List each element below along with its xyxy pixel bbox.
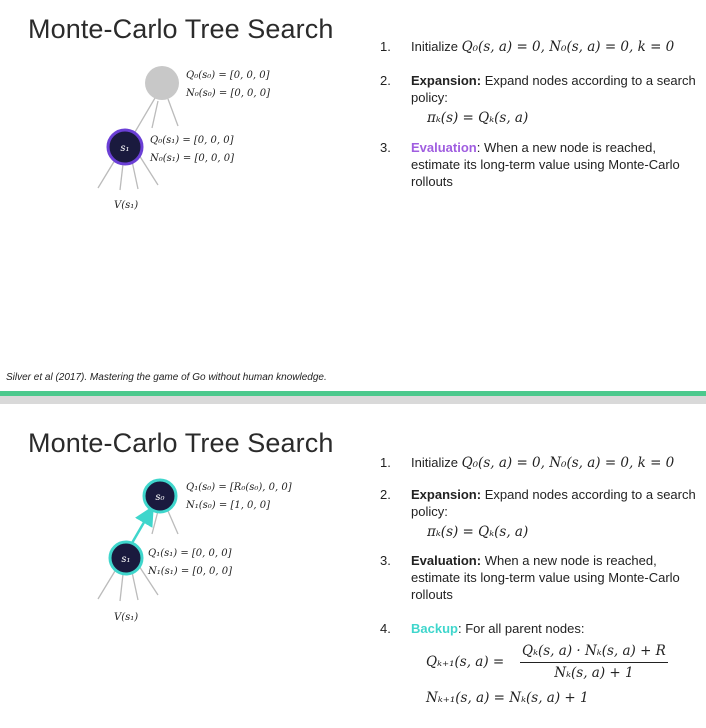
- value-label-s2: V(s₁): [114, 612, 139, 623]
- edge-s1-child-1: [98, 160, 115, 188]
- s2-step-2-heading: Expansion:: [411, 487, 482, 502]
- slide-2-tree-diagram: [0, 404, 360, 644]
- q-update-numerator: Qₖ(s, a) · Nₖ(s, a) + R: [522, 643, 666, 659]
- s1-q-label-s2: Q₁(s₁) = [0, 0, 0]: [148, 548, 232, 559]
- edge-root-child-3-s2: [168, 511, 178, 534]
- root-q-label-s2: Q₁(s₀) = [R₀(s₀), 0, 0]: [186, 482, 292, 493]
- slide-2: [0, 404, 706, 728]
- value-label: V(s₁): [114, 200, 139, 211]
- s2-step-1-number: 1.: [380, 455, 391, 470]
- s2-step-4-text: : For all parent nodes:: [457, 621, 585, 636]
- s2-step-1-prefix: Initialize: [411, 455, 462, 470]
- step-2-text: Expand nodes according to a search policy:: [411, 73, 696, 105]
- s2-step-4-number: 4.: [380, 621, 391, 636]
- node-s1-label-s2: s₁: [121, 554, 131, 565]
- node-s1-label: s₁: [120, 143, 130, 154]
- node-s0-label: s₀: [155, 492, 165, 503]
- q-update-lhs: Qₖ₊₁(s, a) =: [426, 654, 505, 670]
- s2-step-4-body: [411, 620, 701, 637]
- step-1-formula: Q₀(s, a) = 0, N₀(s, a) = 0, k = 0: [461, 39, 675, 55]
- edge-s1-child-3: [132, 161, 138, 189]
- edge-root-child-3: [168, 99, 178, 126]
- citation: Silver et al (2017). Mastering the game of Go without human knowledge.: [6, 372, 327, 383]
- s2-step-2-body: [411, 486, 701, 541]
- step-2-number: 2.: [380, 73, 391, 88]
- step-3-number: 3.: [380, 140, 391, 155]
- s2-step-3-number: 3.: [380, 553, 391, 568]
- s2-step-1-body: [411, 454, 701, 472]
- n-update-formula: Nₖ₊₁(s, a) = Nₖ(s, a) + 1: [426, 690, 589, 706]
- s2-step-1-formula: Q₀(s, a) = 0, N₀(s, a) = 0, k = 0: [461, 455, 675, 471]
- step-2-body: [411, 72, 701, 127]
- edge-s1-child-2: [120, 164, 123, 190]
- s2-step-2-text: Expand nodes according to a search policy:: [411, 487, 696, 519]
- slide-1-tree-diagram: [0, 0, 360, 240]
- backup-edge-s1-to-s0: [132, 512, 150, 543]
- root-q-label: Q₀(s₀) = [0, 0, 0]: [186, 70, 270, 81]
- step-3-heading: Evaluation: [411, 140, 477, 155]
- edge-s1-child-2-s2: [120, 574, 123, 601]
- edge-s1-child-3-s2: [132, 572, 138, 600]
- slide-1-title: Monte-Carlo Tree Search: [28, 14, 334, 44]
- edge-s1-child-1-s2: [98, 571, 115, 599]
- s1-n-label: N₀(s₁) = [0, 0, 0]: [150, 153, 235, 164]
- s2-step-3-heading: Evaluation:: [411, 553, 482, 568]
- s2-step-2-formula: πₖ(s) = Qₖ(s, a): [427, 524, 529, 540]
- step-1-body: [411, 38, 701, 56]
- root-n-label-s2: N₁(s₀) = [1, 0, 0]: [186, 500, 271, 511]
- s2-step-3-body: [411, 552, 701, 603]
- q-update-denominator: Nₖ(s, a) + 1: [554, 665, 634, 681]
- edge-root-child-2-s2: [152, 511, 158, 534]
- s2-step-3-text: When a new node is reached, estimate its long-term value using Monte-Carlo rollouts: [411, 553, 680, 602]
- s2-step-2-number: 2.: [380, 487, 391, 502]
- edge-root-child-2: [152, 101, 158, 128]
- root-n-label: N₀(s₀) = [0, 0, 0]: [186, 88, 271, 99]
- step-1-number: 1.: [380, 39, 391, 54]
- step-3-text: : When a new node is reached, estimate its long-term value using Monte-Carlo rollouts: [411, 140, 680, 189]
- divider-gray: [0, 396, 706, 404]
- slide-2-title: Monte-Carlo Tree Search: [28, 428, 334, 458]
- step-2-formula: πₖ(s) = Qₖ(s, a): [427, 110, 529, 126]
- step-1-prefix: Initialize: [411, 39, 462, 54]
- s1-q-label: Q₀(s₁) = [0, 0, 0]: [150, 135, 234, 146]
- step-2-heading: Expansion:: [411, 73, 482, 88]
- step-3-body: [411, 139, 701, 190]
- q-update-fraction: [520, 643, 668, 682]
- s2-step-4-heading: Backup: [411, 621, 458, 636]
- root-node-s0: [145, 66, 179, 100]
- s1-n-label-s2: N₁(s₁) = [0, 0, 0]: [148, 566, 233, 577]
